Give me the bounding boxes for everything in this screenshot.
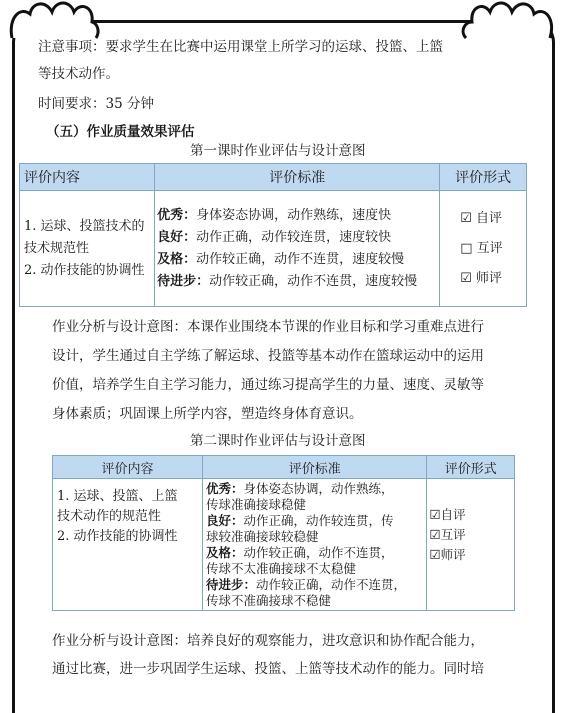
table1-content-cell [20,191,155,307]
right-scallop-ornament [458,0,556,40]
criteria-level: 待进步： [205,576,256,592]
table2-header-content: 评价内容 [53,456,203,479]
criteria-text: 传球不准确接球不稳健 [205,592,331,608]
form-option-peer: ☑互评 [429,527,466,542]
criteria-line [206,513,422,529]
form-option-peer: □ 互评 [460,240,503,256]
left-scallop-ornament [8,0,103,40]
criteria-text: 动作较正确，动作不连贯， [243,544,394,560]
criteria-text: 动作较正确，动作不连贯， [255,576,406,592]
table1-header-criteria: 评价标准 [155,164,440,191]
notice-line-1: 注意事项：要求学生在比赛中运用课堂上所学习的运球、投篮、上篮 [38,39,443,55]
criteria-line [206,481,422,497]
criteria-text: 动作较正确，动作不连贯，速度较慢 [196,251,405,267]
criteria-line [206,561,422,577]
evaluation-table-2 [52,455,515,611]
criteria-level: 待进步： [157,273,210,289]
criteria-text: 球较准确接球较稳健 [205,528,319,544]
table1-header-form: 评价形式 [440,164,527,191]
table1-criteria-cell [155,191,440,307]
table1-content-line: 技术规范性 [24,240,90,256]
table2-caption: 第二课时作业评估与设计意图 [190,433,366,449]
table1-caption: 第一课时作业评估与设计意图 [190,143,366,159]
form-option-self: ☑自评 [429,507,466,522]
criteria-line [157,205,435,227]
criteria-text: 身体姿态协调，动作熟练，速度快 [196,207,392,223]
form-option-self: ☑ 自评 [460,210,503,226]
table2-header-criteria: 评价标准 [202,456,426,479]
notice-line-2: 等技术动作。 [38,66,119,82]
criteria-text: 动作正确，动作较连贯，传 [243,512,394,528]
criteria-level: 及格： [157,251,197,267]
analysis2-line: 通过比赛，进一步巩固学生运球、投篮、上篮等技术动作的能力。同时培 [52,661,484,677]
table1-header-content: 评价内容 [20,164,155,191]
criteria-text: 传球准确接球稳健 [205,496,306,512]
criteria-level: 优秀： [157,207,197,223]
criteria-text: 传球不太准确接球不太稳健 [205,560,356,576]
form-option-teacher: ☑师评 [429,547,466,562]
table2-form-cell [427,479,515,611]
criteria-line [157,249,435,271]
table2-content-cell [53,479,203,611]
evaluation-table-1 [19,163,527,307]
criteria-text: 动作正确，动作较连贯，速度较快 [196,229,392,245]
criteria-line [157,227,435,249]
criteria-line [206,497,422,513]
analysis1-line: 价值，培养学生自主学习能力，通过练习提高学生的力量、速度、灵敏等 [52,377,484,393]
time-requirement: 时间要求：35 分钟 [38,96,154,112]
form-option-teacher: ☑ 师评 [460,270,503,286]
table2-content-line: 2. 动作技能的协调性 [57,529,178,544]
criteria-level: 优秀： [205,480,244,496]
analysis1-line: 作业分析与设计意图：本课作业围绕本节课的作业目标和学习重难点进行 [52,319,484,335]
analysis1-line: 身体素质；巩固课上所学内容，塑造终身体育意识。 [52,406,363,422]
table2-content-line: 1. 运球、投篮、上篮 [57,489,178,504]
table2-content-line: 技术动作的规范性 [57,509,162,524]
criteria-line [206,593,422,609]
criteria-line [157,271,435,293]
section-heading: （五）作业质量效果评估 [46,124,195,140]
table1-form-cell [440,191,527,307]
criteria-level: 及格： [205,544,244,560]
table1-content-line: 1. 运球、投篮技术的 [24,218,145,234]
criteria-level: 良好： [205,512,244,528]
criteria-level: 良好： [157,229,197,245]
criteria-line [206,577,422,593]
analysis1-line: 设计，学生通过自主学练了解运球、投篮等基本动作在篮球运动中的运用 [52,348,484,364]
table2-criteria-cell [202,479,426,611]
criteria-line [206,545,422,561]
table1-content-line: 2. 动作技能的协调性 [24,262,145,278]
criteria-line [206,529,422,545]
analysis2-line: 作业分析与设计意图：培养良好的观察能力，进攻意识和协作配合能力， [52,633,484,649]
table2-header-form: 评价形式 [427,456,515,479]
criteria-text: 动作较正确，动作不连贯，速度较慢 [209,273,418,289]
criteria-text: 身体姿态协调，动作熟练， [243,480,394,496]
